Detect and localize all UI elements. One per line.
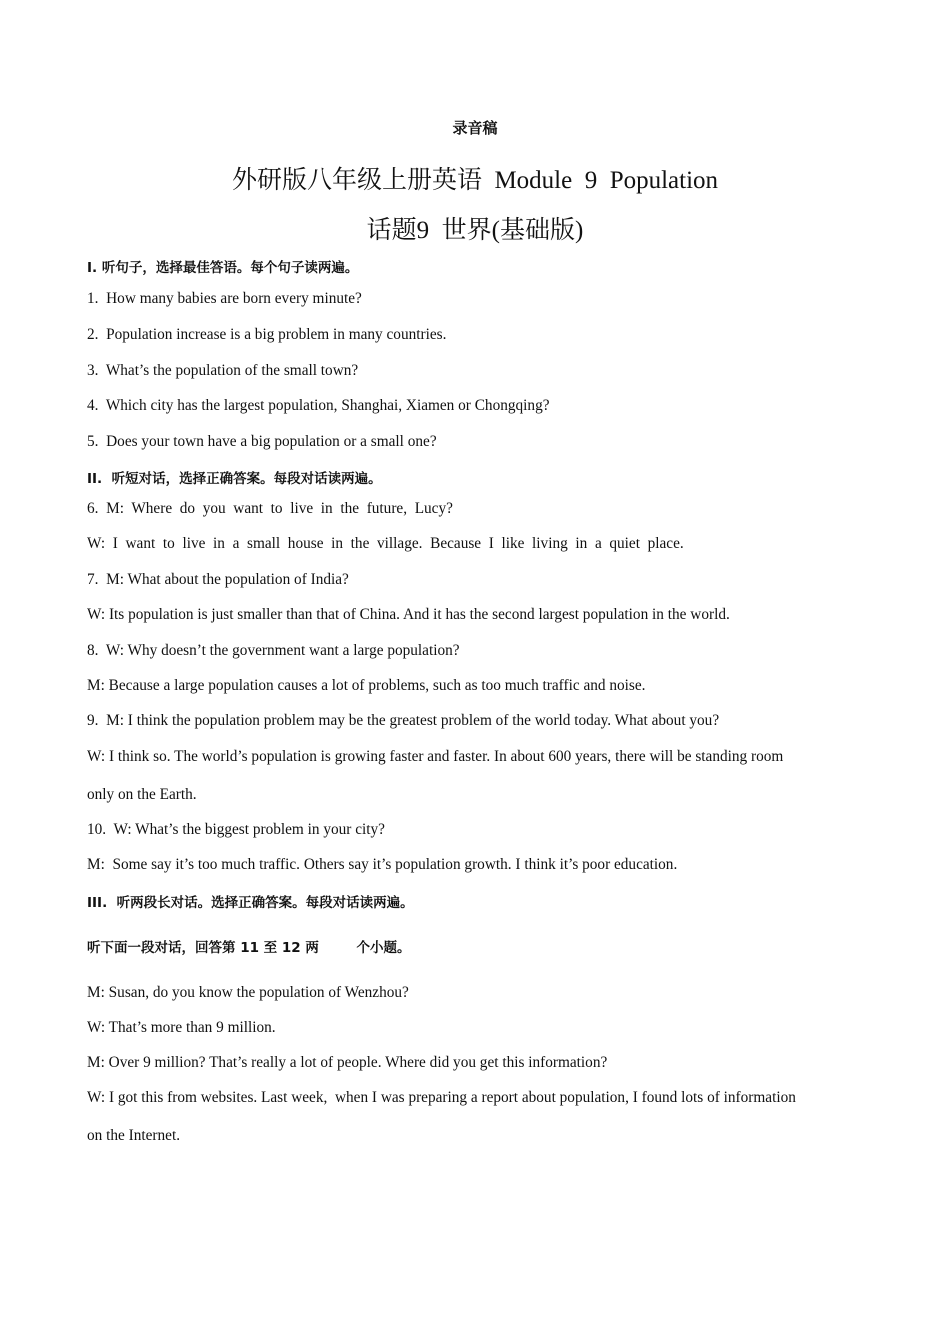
section-2-heading: II. 听短对话，选择正确答案。每段对话读两遍。 [87, 471, 382, 487]
doc-title: 外研版八年级上册英语 Module 9 Population [231, 167, 719, 194]
section-1-line: 4. Which city has the largest population, Shanghai, Xiamen or Chongqing? [87, 397, 550, 414]
section-1-line: 3. What’s the population of the small town? [87, 362, 359, 379]
section-1-line: 1. How many babies are born every minute? [87, 290, 362, 307]
section-1-line: 2. Population increase is a big problem in many countries. [87, 326, 447, 343]
section-2-line: W: I think so. The world’s population is growing faster and faster. In about 600 years, there will be standing room [87, 748, 784, 765]
section-3-heading: III. 听两段长对话。选择正确答案。每段对话读两遍。 [87, 895, 414, 911]
section-1-heading: Ⅰ. 听句子，选择最佳答语。每个句子读两遍。 [87, 260, 359, 276]
section-1-line: 5. Does your town have a big population or a small one? [87, 433, 437, 450]
section-2-line: 8. W: Why doesn’t the government want a large population? [87, 642, 460, 659]
section-2-line: W: I want to live in a small house in the village. Because I like living in a quiet place. [87, 535, 684, 552]
section-2-line: 10. W: What’s the biggest problem in your city? [87, 821, 385, 838]
section-3-line: W: That’s more than 9 million. [87, 1019, 276, 1036]
section-3-line: M: Over 9 million? That’s really a lot of people. Where did you get this information? [87, 1054, 608, 1071]
doc-subtitle: 话题9 世界(基础版) [366, 217, 584, 244]
section-2-line: 7. M: What about the population of India? [87, 571, 349, 588]
section-3-line: on the Internet. [87, 1127, 181, 1144]
doc-label: 录音稿 [452, 119, 498, 137]
section-2-line: M: Some say it’s too much traffic. Others say it’s population growth. I think it’s poor education. [87, 856, 678, 873]
section-2-line: 9. M: I think the population problem may be the greatest problem of the world today. What about you? [87, 712, 720, 729]
section-3-line: M: Susan, do you know the population of Wenzhou? [87, 984, 409, 1001]
section-2-line: only on the Earth. [87, 786, 197, 803]
section-2-line: 6. M: Where do you want to live in the future, Lucy? [87, 500, 453, 517]
section-2-line: M: Because a large population causes a lot of problems, such as too much traffic and noise. [87, 677, 646, 694]
section-3-line: W: I got this from websites. Last week, when I was preparing a report about population, I found lots of information [87, 1089, 796, 1106]
section-3-subheading: 听下面一段对话，回答第 11 至 12 两 个小题。 [87, 940, 411, 956]
section-2-line: W: Its population is just smaller than that of China. And it has the second largest population in the world. [87, 606, 730, 623]
